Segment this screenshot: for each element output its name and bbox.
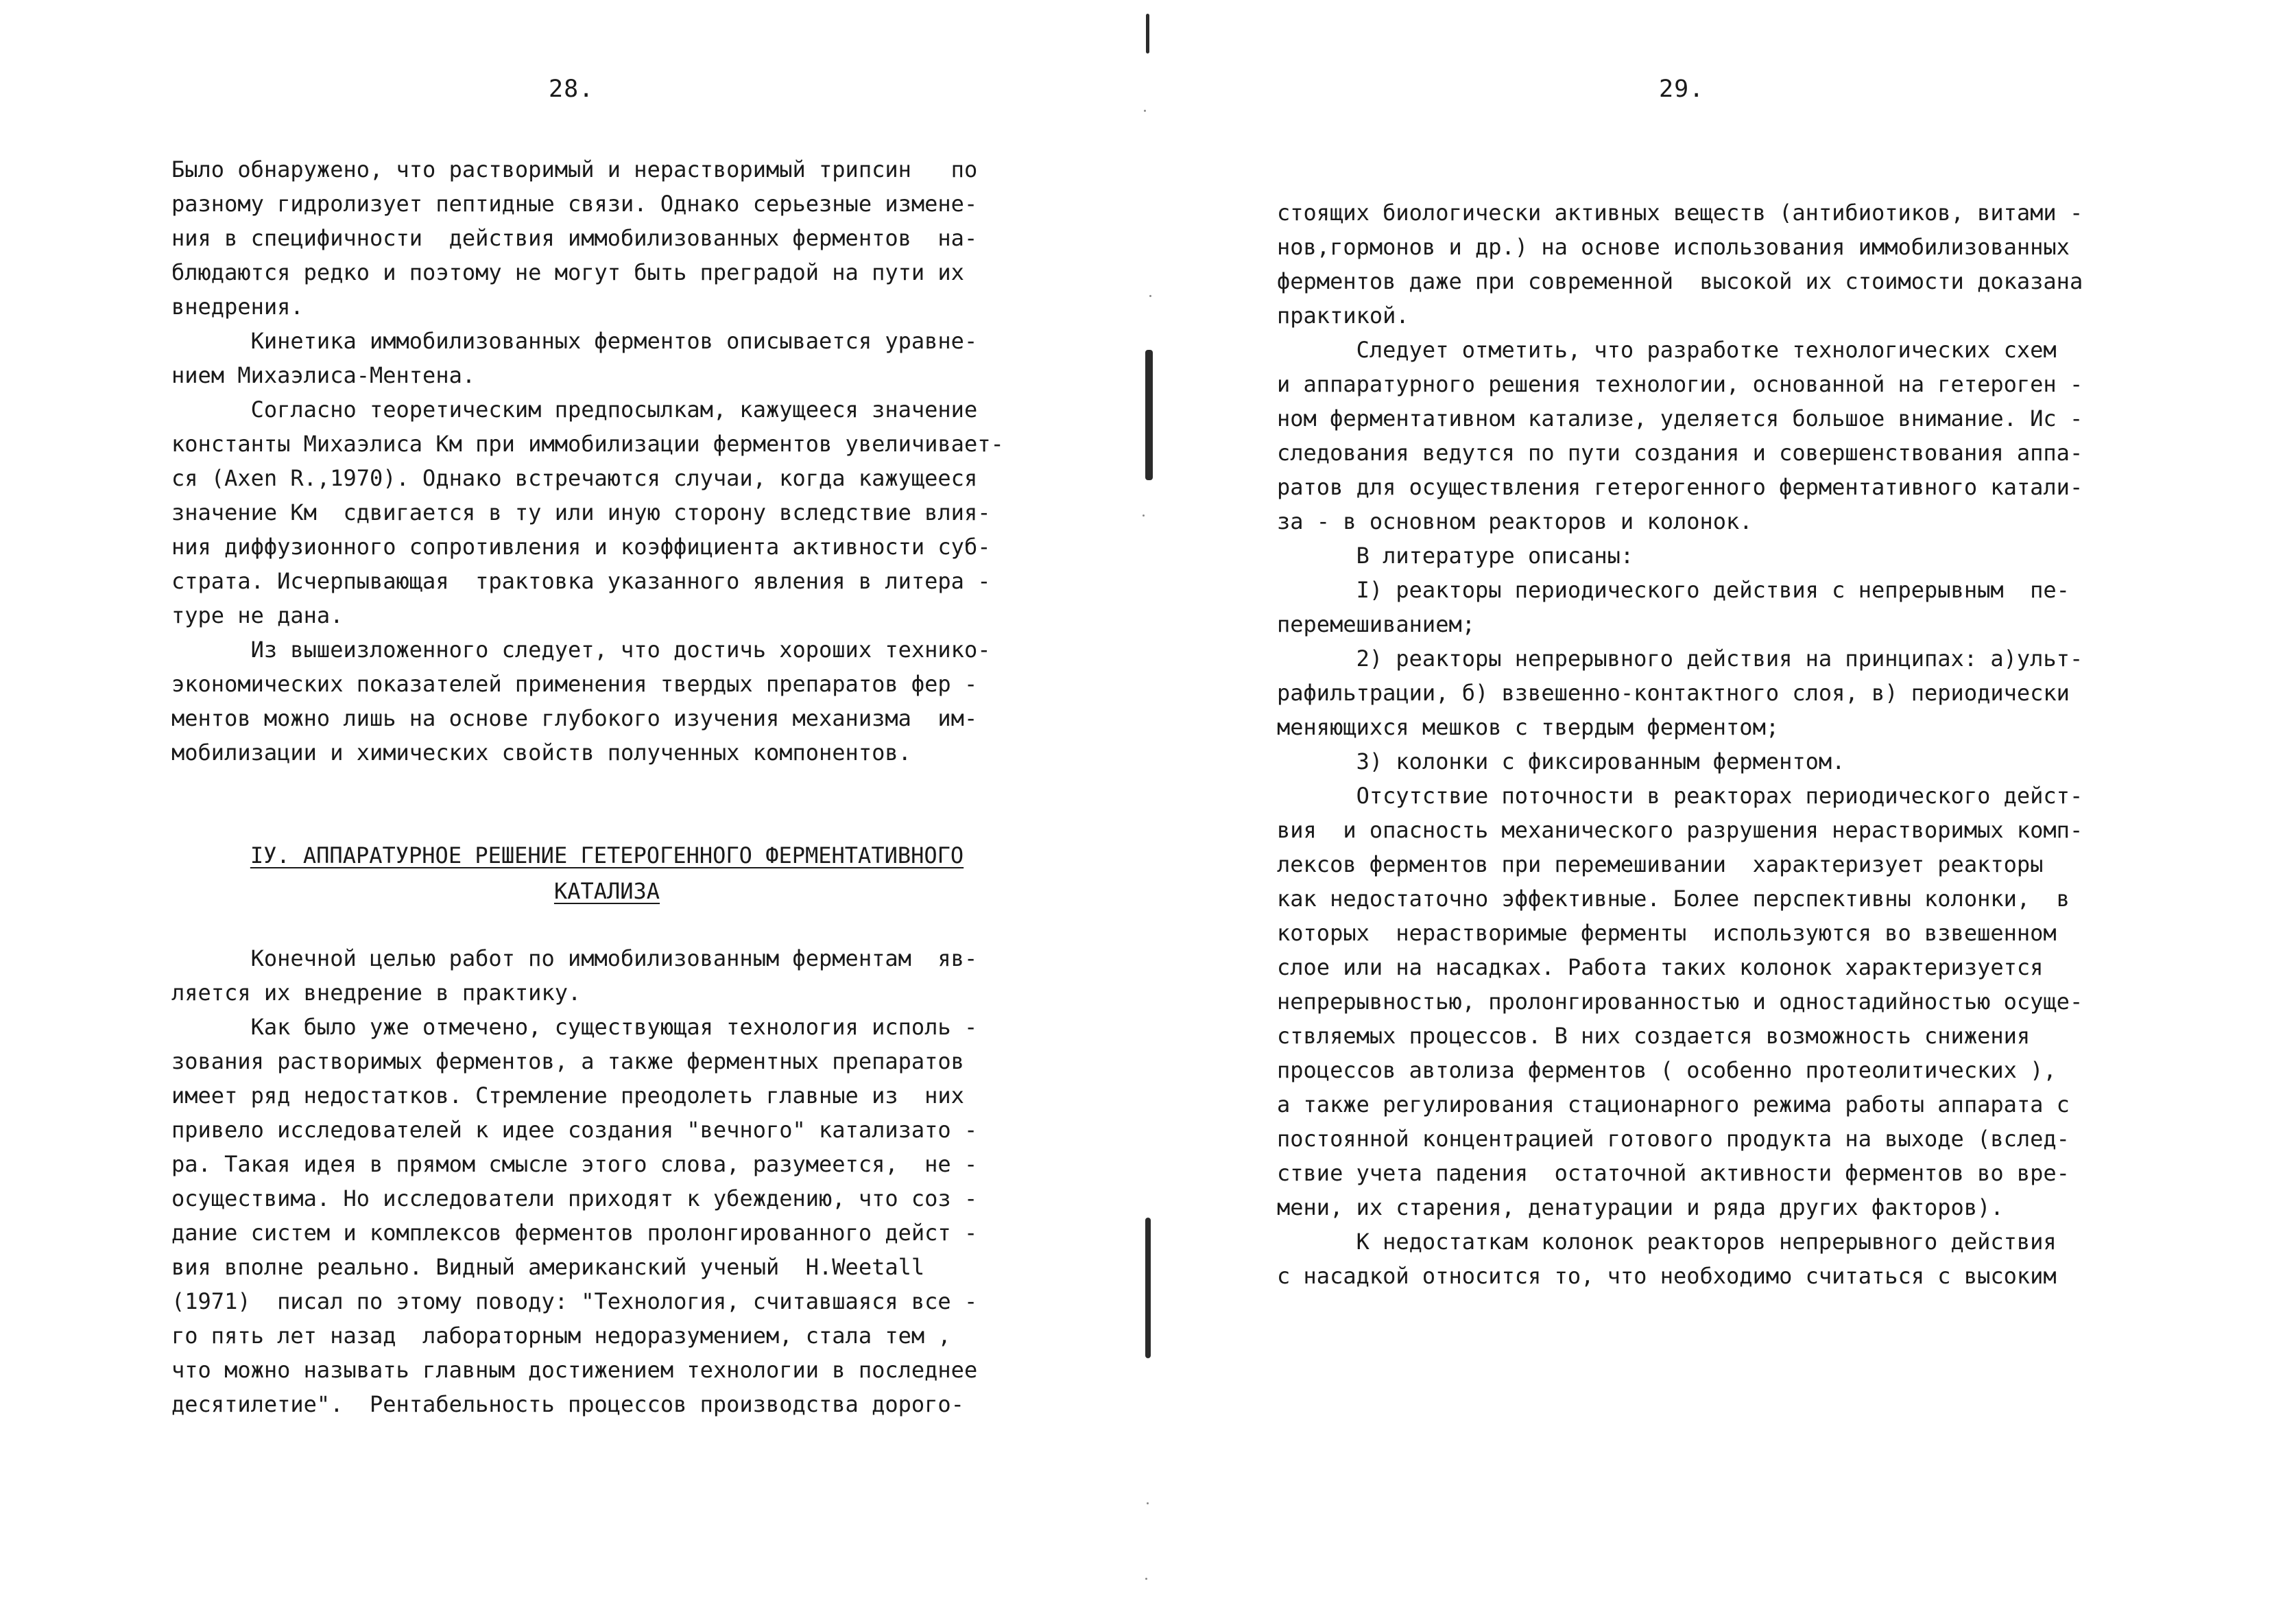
right-page — [1148, 0, 2296, 1610]
speck — [1145, 1578, 1147, 1580]
text-line: ния диффузионного сопротивления и коэффициента активности суб- — [171, 534, 991, 560]
text-line: вия вполне реально. Видный американский ученый H.Weetall — [171, 1254, 925, 1280]
text-line: ся (Axen R.,1970). Однако встречаются случаи, когда кажущееся — [171, 465, 978, 491]
text-line: привело исследователей к идее создания "вечного" катализато - — [171, 1117, 978, 1143]
text-line: Следует отметить, что разработке технологических схем — [1277, 337, 2057, 363]
text-line: дание систем и комплексов ферментов пролонгированного дейст - — [171, 1220, 978, 1246]
text-line: с насадкой относится то, что необходимо считаться с высоким — [1277, 1263, 2057, 1289]
text-line: Кинетика иммобилизованных ферментов описывается уравне- — [171, 328, 978, 354]
speck — [1143, 514, 1145, 517]
text-line: Было обнаружено, что растворимый и нерастворимый трипсин по — [171, 156, 978, 182]
section-heading-text-1: IУ. АППАРАТУРНОЕ РЕШЕНИЕ ГЕТЕРОГЕННОГО ФЕРМЕНТАТИВНОГО — [250, 842, 964, 868]
text-line: стоящих биологически активных веществ (антибиотиков, витами - — [1277, 200, 2083, 226]
text-line: разному гидролизует пептидные связи. Однако серьезные измене- — [171, 191, 978, 217]
text-line: внедрения. — [171, 294, 304, 320]
text-line: что можно называть главным достижением технологии в последнее — [171, 1357, 978, 1383]
text-line: ра. Такая идея в прямом смысле этого слова, разумеется, не - — [171, 1151, 978, 1177]
text-line: го пять лет назад лабораторным недоразумением, стала тем , — [171, 1323, 951, 1349]
left-text-block-1 — [171, 152, 1042, 770]
text-line: которых нерастворимые ферменты используются во взвешенном — [1277, 920, 2057, 946]
text-line: Как было уже отмечено, существующая технология исполь - — [171, 1014, 978, 1040]
text-line: зования растворимых ферментов, а также ферментных препаратов — [171, 1048, 964, 1074]
text-line: практикой. — [1277, 303, 1409, 329]
text-line: I) реакторы периодического действия с непрерывным пе- — [1277, 577, 2070, 603]
text-line: ментов можно лишь на основе глубокого изучения механизма им- — [171, 705, 978, 731]
text-line: Из вышеизложенного следует, что достичь хороших технико- — [171, 637, 991, 663]
text-line: ствие учета падения остаточной активности ферментов во вре- — [1277, 1160, 2070, 1186]
speck — [1144, 110, 1146, 112]
text-line: В литературе описаны: — [1277, 543, 1634, 569]
text-line: имеет ряд недостатков. Стремление преодолеть главные из них — [171, 1082, 964, 1109]
text-line: непрерывностью, пролонгированностью и одностадийностью осуще- — [1277, 989, 2083, 1015]
text-line: 3) колонки с фиксированным ферментом. — [1277, 748, 1845, 774]
text-line: значение Км сдвигается в ту или иную сторону вследствие влия- — [171, 499, 991, 525]
text-line: страта. Исчерпывающая трактовка указанного явления в литера - — [171, 568, 991, 594]
page-number: 29. — [1659, 75, 1705, 103]
text-line: и аппаратурного решения технологии, основанной на гетероген - — [1277, 371, 2083, 397]
text-line: рафильтрации, б) взвешенно-контактного слоя, в) периодически — [1277, 680, 2070, 706]
left-text-block-2 — [171, 941, 1042, 1421]
text-line: ном ферментативном катализе, уделяется большое внимание. Ис - — [1277, 405, 2083, 431]
text-line: туре не дана. — [171, 602, 344, 628]
text-line: константы Михаэлиса Км при иммобилизации ферментов увеличивает- — [171, 431, 1004, 457]
text-line: вия и опасность механического разрушения нерастворимых комп- — [1277, 817, 2083, 843]
text-line: слое или на насадках. Работа таких колонок характеризуется — [1277, 954, 2044, 980]
text-line: десятилетие". Рентабельность процессов производства дорого- — [171, 1391, 964, 1417]
text-line: ратов для осуществления гетерогенного ферментативного катали- — [1277, 474, 2083, 500]
text-line: мобилизации и химических свойств полученных компонентов. — [171, 739, 911, 766]
page-number: 28. — [549, 75, 595, 103]
text-line: ляется их внедрение в практику. — [171, 980, 582, 1006]
text-line: (1971) писал по этому поводу: "Технология, считавшаяся все - — [171, 1288, 978, 1314]
text-line: меняющихся мешков с твердым ферментом; — [1277, 714, 1780, 740]
text-line: а также регулирования стационарного режима работы аппарата с — [1277, 1091, 2070, 1117]
text-line: лексов ферментов при перемешивании характеризует реакторы — [1277, 851, 2044, 877]
text-line: Конечной целью работ по иммобилизованным ферментам яв- — [171, 945, 978, 971]
text-line: блюдаются редко и поэтому не могут быть преградой на пути их — [171, 259, 964, 285]
text-line: следования ведутся по пути создания и совершенствования аппа- — [1277, 440, 2083, 466]
text-line: процессов автолиза ферментов ( особенно протеолитических ), — [1277, 1057, 2057, 1083]
section-heading — [171, 838, 1042, 914]
text-line: ствляемых процессов. В них создается возможность снижения — [1277, 1023, 2031, 1049]
text-line: 2) реакторы непрерывного действия на принципах: а)ульт- — [1277, 646, 2083, 672]
text-line: перемешиванием; — [1277, 611, 1475, 637]
section-heading-line-2 — [171, 874, 1042, 908]
text-line: за - в основном реакторов и колонок. — [1277, 508, 1753, 534]
text-line: экономических показателей применения твердых препаратов фер - — [171, 671, 978, 697]
right-text-block — [1277, 196, 2162, 1293]
text-line: как недостаточно эффективные. Более перспективны колонки, в — [1277, 886, 2070, 912]
text-line: постоянной концентрацией готового продукта на выходе (вслед- — [1277, 1126, 2070, 1152]
text-line: ферментов даже при современной высокой их стоимости доказана — [1277, 268, 2083, 294]
text-line: ния в специфичности действия иммобилизованных ферментов на- — [171, 225, 978, 251]
text-line: осуществима. Но исследователи приходят к убеждению, что соз - — [171, 1185, 978, 1211]
text-line: К недостаткам колонок реакторов непрерывного действия — [1277, 1229, 2057, 1255]
text-line: нием Михаэлиса-Ментена. — [171, 362, 476, 388]
text-line: Согласно теоретическим предпосылкам, кажущееся значение — [171, 396, 978, 423]
section-heading-text-2: КАТАЛИЗА — [553, 878, 660, 904]
text-line: нов,гормонов и др.) на основе использования иммобилизованных — [1277, 234, 2070, 260]
text-line: мени, их старения, денатурации и ряда других факторов). — [1277, 1194, 2004, 1220]
text-line: Отсутствие поточности в реакторах периодического дейст- — [1277, 783, 2083, 809]
section-heading-line-1 — [171, 838, 1042, 873]
